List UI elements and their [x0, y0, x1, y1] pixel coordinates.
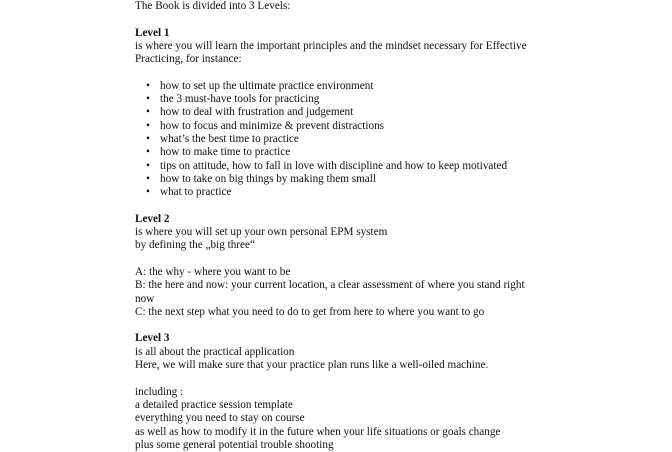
- level-3-description-cont: Here, we will make sure that your practice plan runs like a well-oiled machine.: [135, 359, 489, 372]
- list-item: • how to deal with frustration and judgement: [146, 106, 354, 119]
- level-2-item-b-cont: now: [135, 292, 155, 305]
- list-item: a detailed practice session template: [135, 398, 293, 411]
- bullet-icon: •: [146, 132, 150, 145]
- list-item: • how to focus and minimize & prevent distractions: [146, 119, 385, 132]
- level-2-item-a: A: the why - where you want to be: [135, 265, 291, 278]
- level-2-item-c: C: the next step what you need to do to get from here to where you want to go: [135, 305, 485, 318]
- list-item: • what to practice: [146, 186, 232, 199]
- list-item: everything you need to stay on course: [135, 412, 305, 425]
- bullet-icon: •: [146, 186, 150, 199]
- bullet-icon: •: [146, 146, 150, 159]
- bullet-icon: •: [146, 93, 150, 106]
- level-1-bullet-list: [135, 80, 555, 200]
- list-item: • how to make time to practice: [146, 146, 291, 159]
- level-2-description: is where you will set up your own personal EPM system: [135, 226, 388, 239]
- bullet-icon: •: [146, 119, 150, 132]
- level-1-description: is where you will learn the important principles and the mindset necessary for Effective: [135, 39, 527, 52]
- list-item: • what’s the best time to practice: [146, 132, 299, 145]
- bullet-icon: •: [146, 106, 150, 119]
- level-2-description-cont: by defining the „big three“: [135, 239, 255, 252]
- level-1-description-cont: Practicing, for instance:: [135, 53, 242, 66]
- level-3-including-label: including :: [135, 385, 184, 398]
- bullet-icon: •: [146, 159, 150, 172]
- level-2-item-b: B: the here and now: your current location, a clear assessment of where you stand right: [135, 279, 525, 292]
- level-3-heading: Level 3: [135, 332, 170, 345]
- list-item: • the 3 must-have tools for practicing: [146, 93, 320, 106]
- intro-text: The Book is divided into 3 Levels:: [135, 0, 291, 12]
- bullet-icon: •: [146, 79, 150, 92]
- list-item: plus some general potential trouble shooting: [135, 438, 334, 451]
- level-2-heading: Level 2: [135, 212, 170, 225]
- list-item: • how to take on big things by making them small: [146, 172, 376, 185]
- level-1-heading: Level 1: [135, 26, 170, 39]
- list-item: as well as how to modify it in the future when your life situations or goals change: [135, 425, 501, 438]
- bullet-icon: •: [146, 172, 150, 185]
- list-item: • how to set up the ultimate practice environment: [146, 79, 374, 92]
- document-body: [135, 0, 555, 452]
- level-3-description: is all about the practical application: [135, 345, 295, 358]
- list-item: • tips on attitude, how to fall in love with discipline and how to keep motivated: [146, 159, 508, 172]
